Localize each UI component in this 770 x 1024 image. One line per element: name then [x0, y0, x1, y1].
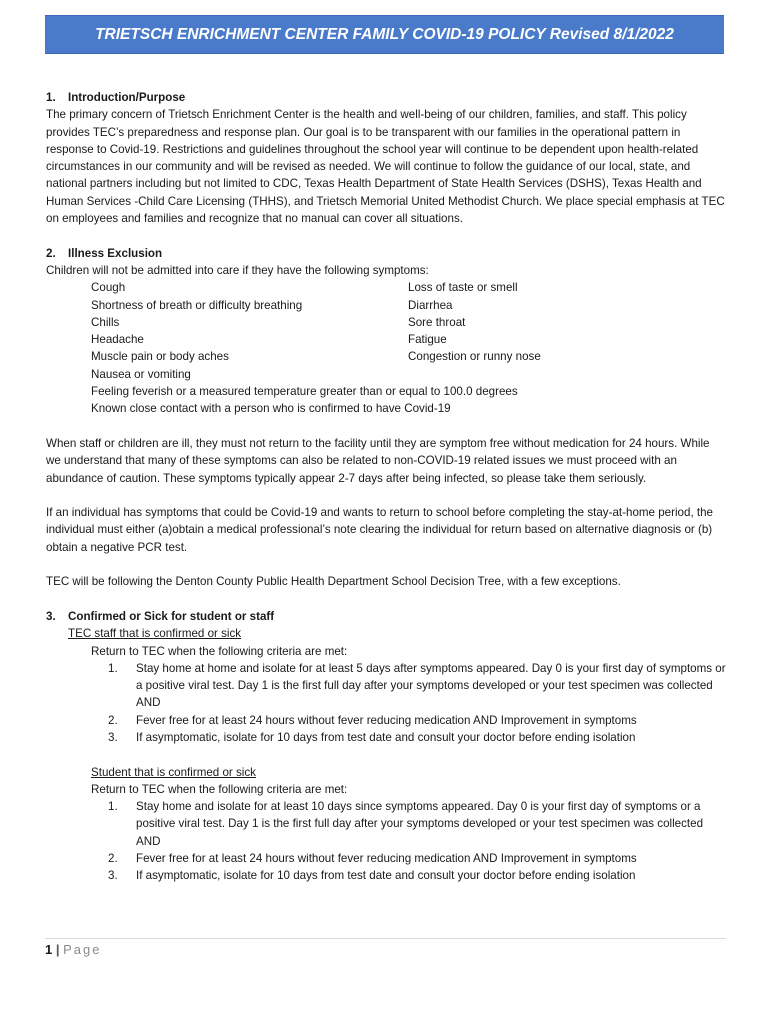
- page-number: 1: [45, 942, 53, 957]
- section-2-heading: 2. Illness Exclusion: [46, 246, 163, 260]
- list-item: 3. If asymptomatic, isolate for 10 days from test date and consult your doctor before ending isolation: [108, 730, 636, 744]
- footer-divider: [45, 938, 726, 939]
- symptom-item: Nausea or vomiting: [91, 367, 191, 381]
- list-item: 3. If asymptomatic, isolate for 10 days from test date and consult your doctor before ending isolation: [108, 869, 636, 883]
- document-title: TRIETSCH ENRICHMENT CENTER FAMILY COVID-19 POLICY Revised 8/1/2022: [95, 25, 674, 43]
- staff-criteria-list: [46, 660, 726, 746]
- page-label: Page: [63, 942, 102, 957]
- list-item: 1. Stay home at home and isolate for at least 5 days after symptoms appeared. Day 0 is your first day of symptoms or a positive viral test. Day 1 is the first full day after your symptoms developed or your test specimen was collected AND: [108, 661, 726, 710]
- section-2-intro: Children will not be admitted into care if they have the following symptoms:: [46, 263, 429, 277]
- symptom-list: [46, 279, 726, 417]
- staff-subheading: TEC staff that is confirmed or sick: [68, 627, 242, 641]
- symptom-row: Shortness of breath or difficulty breathing Diarrhea: [91, 298, 453, 312]
- student-criteria-list: [46, 798, 726, 884]
- symptom-row: Cough Loss of taste or smell: [91, 281, 518, 295]
- list-item: 1. Stay home and isolate for at least 10 days since symptoms appeared. Day 0 is your first day of symptoms or a positive viral test. Day 1 is the first full day after your symptoms developed or your test specimen was collected AND: [108, 800, 704, 848]
- page-footer: [45, 941, 102, 958]
- symptom-item: Known close contact with a person who is confirmed to have Covid-19: [91, 402, 451, 416]
- list-item: 2. Fever free for at least 24 hours without fever reducing medication AND Improvement in symptoms: [108, 713, 637, 727]
- section-2-paragraph: If an individual has symptoms that could be Covid-19 and wants to return to school before completing the stay-at-home period, the individual must either (a)obtain a medical professional’s note clearing the individual for return based on alternative diagnosis or (b) obtain a negative PCR test.: [46, 506, 714, 554]
- section-2-paragraph: When staff or children are ill, they must not return to the facility until they are symptom free without medication for 24 hours. While we understand that many of these symptoms can also be related to non-COVID-19 related issues we must proceed with an abundance of caution. These symptoms typically appear 2-7 days after being infected, so please take them seriously.: [46, 436, 710, 485]
- document-title-banner: [45, 15, 724, 54]
- section-3-heading: 3. Confirmed or Sick for student or staff: [46, 609, 275, 623]
- symptom-row: Muscle pain or body aches Congestion or runny nose: [91, 350, 541, 364]
- footer-separator: |: [55, 942, 60, 957]
- document-body: [46, 89, 726, 885]
- symptom-item: Feeling feverish or a measured temperature greater than or equal to 100.0 degrees: [91, 385, 518, 399]
- section-1-heading: 1. Introduction/Purpose: [46, 91, 186, 104]
- student-criteria-intro: Return to TEC when the following criteria are met:: [91, 782, 348, 796]
- symptom-row: Chills Sore throat: [91, 315, 466, 329]
- list-item: 2. Fever free for at least 24 hours without fever reducing medication AND Improvement in symptoms: [108, 852, 637, 866]
- section-1-body: The primary concern of Trietsch Enrichment Center is the health and well-being of our children, families, and staff. This policy provides TEC’s preparedness and response plan. Our goal is to be transparent with our families in the operational pattern in response to Covid-19. Restrictions and guidelines throughout the school year will continue to be dependent upon health-related circumstances in our community and will be revised as needed. We will continue to follow the guidance of our local, state, and national partners including but not limited to CDC, Texas Health Department of State Health Services (DSHS), Texas Health and Human Services -Child Care Licensing (THHS), and Trietsch Memorial United Methodist Church. We place special emphasis at TEC on employees and families and recognize that no manual can cover all situations.: [46, 108, 725, 226]
- student-subheading: Student that is confirmed or sick: [91, 765, 256, 779]
- staff-criteria-intro: Return to TEC when the following criteria are met:: [91, 644, 348, 658]
- symptom-row: Headache Fatigue: [91, 333, 447, 347]
- section-2-paragraph: TEC will be following the Denton County Public Health Department School Decision Tree, with a few exceptions.: [46, 575, 621, 589]
